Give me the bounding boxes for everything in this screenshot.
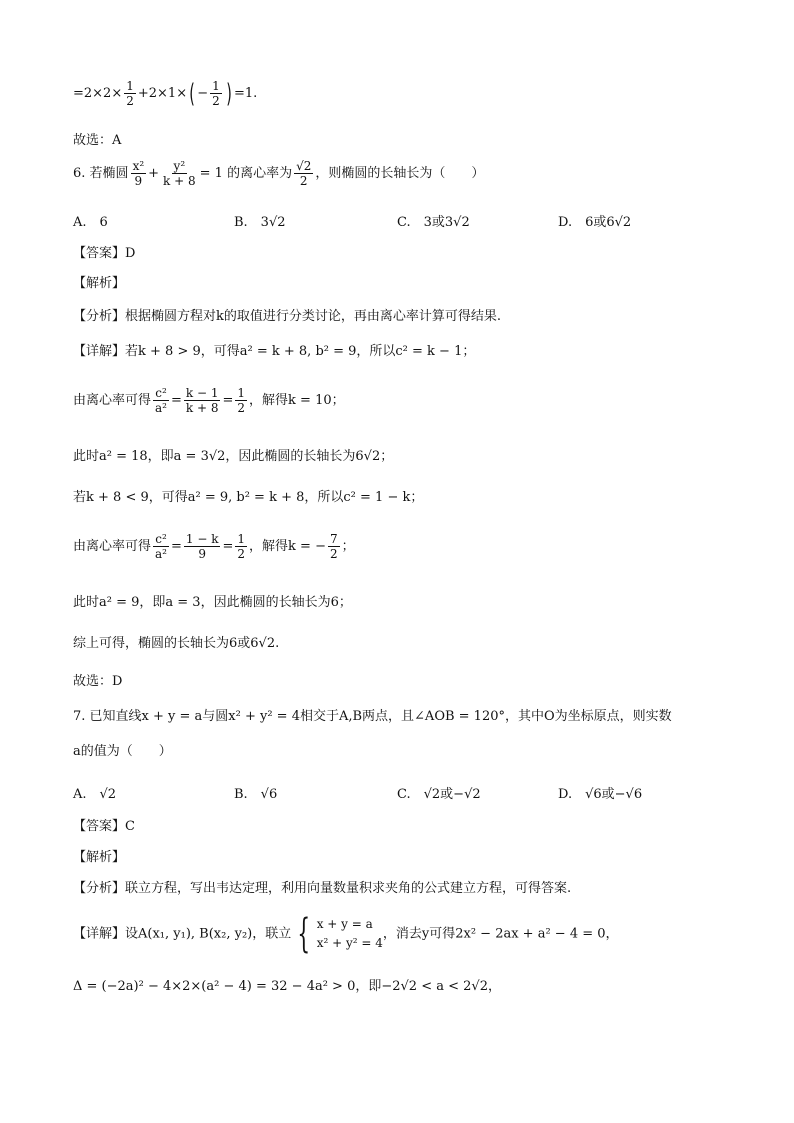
fraction: $\frac{1}{2}$ [237,532,246,561]
detail-line: 此时a² = 18，即a = 3√2，因此椭圆的长轴长为6√2； [73,449,394,464]
expr-part: = [170,393,182,408]
fraction: $\frac{1 - k}{9}$ [185,532,219,561]
question-text: = 1 的离心率为 [199,166,293,181]
expr-part: ，解得k = 10； [249,393,345,408]
section-label: 【分析】 [73,881,126,896]
question-number: 6. [73,166,86,181]
section-text: 联立方程，写出韦达定理，利用向量数量积求夹角的公式建立方程，可得答案. [125,881,572,896]
expr-part: ，解得k = − [249,539,326,554]
option-c: C. 3或3√2 [397,215,470,230]
fraction: $\frac{1}{2}$ [237,386,246,415]
section-label: 【详解】 [73,926,126,942]
fraction: $\frac{1}{2}$ [126,79,134,108]
expr-part: − [197,86,209,101]
expr-part: ； [341,539,355,554]
expr-part: +2×1× [137,86,188,101]
expr-part: =2×2× [73,86,123,101]
section-label: 【分析】 [73,309,126,324]
expr-part: ，消去y可得2x² − 2ax + a² − 4 = 0， [382,926,619,942]
fraction: $\frac{k - 1}{k + 8}$ [185,386,219,415]
option-a: A. 6 [73,215,108,230]
question-6 [73,160,484,187]
fraction: $\frac{1}{2}$ [212,79,220,108]
section-text: 根据椭圆方程对k的取值进行分类讨论，再由离心率计算可得结果. [125,309,502,324]
question-text: ，则椭圆的长轴长为（ ） [315,166,485,181]
choose-answer-6: 故选：D [73,674,123,689]
question-text: 若椭圆 [89,166,129,181]
expr-part: + [148,166,160,181]
section-text: 若k + 8 > 9，可得a² = k + 8, b² = 9，所以c² = k − 1； [125,344,476,359]
fraction: $\frac{\text{c²}}{\text{a²}}$ [155,386,167,415]
expr-part: = [222,393,234,408]
analysis-summary [73,310,501,323]
detail-line: 若k + 8 < 9，可得a² = 9, b² = k + 8，所以c² = 1 − k； [73,490,424,505]
analysis-label: 【解析】 [73,276,126,291]
expr-part: 由离心率可得 [73,539,152,554]
option-d: D. 6或6√2 [558,215,632,230]
detail-line: 此时a² = 9，即a = 3，因此椭圆的长轴长为6； [73,595,352,610]
detail-line: 综上可得，椭圆的长轴长为6或6√2. [73,636,280,651]
option-c: C. √2或−√2 [397,787,481,802]
choose-answer-5: 故选：A [73,133,122,148]
fraction: $\frac{\text{c²}}{\text{a²}}$ [155,532,167,561]
detail-line [73,345,475,358]
question-7-line-2: a的值为（ ） [73,744,172,759]
detail-line [73,911,619,957]
section-label: 【详解】 [73,344,126,359]
expr-part: =1. [233,86,258,101]
answer-label: 【答案】D [73,246,136,261]
analysis-summary [73,882,571,895]
option-d: D. √6或−√6 [558,787,643,802]
question-7-line-1: 7. 已知直线x + y = a与圆x² + y² = 4相交于A,B两点，且∠AOB = 120°，其中O为坐标原点，则实数 [73,709,672,724]
fraction: $\frac{\text{x²}}{9}$ [132,159,145,188]
calc-line-1: =2×2× $\frac{1}{2}$ +2×1×( − $\frac{1}{2}$ ) =1. [73,78,258,109]
expr-part: = [170,539,182,554]
fraction: $\frac{7}{2}$ [329,532,338,561]
fraction: $\frac{\text{y²}}{k + 8}$ [163,159,196,188]
expr-part: 设A(x₁, y₁), B(x₂, y₂)，联立 [125,926,292,942]
equation-system: { x + y = a x² + y² = 4 [297,911,383,957]
discriminant-line: Δ = (−2a)² − 4×2×(a² − 4) = 32 − 4a² > 0，即−2√2 < a < 2√2， [73,979,501,994]
analysis-label: 【解析】 [73,850,126,865]
expr-part: 由离心率可得 [73,393,152,408]
eccentricity-line-1 [73,387,345,414]
answer-label: 【答案】C [73,819,135,834]
option-b: B. √6 [234,787,278,802]
expr-part: = [222,539,234,554]
eccentricity-line-2 [73,533,355,560]
option-a: A. √2 [73,787,117,802]
option-b: B. 3√2 [234,215,286,230]
fraction: $\frac{√2}{2}$ [296,159,312,188]
